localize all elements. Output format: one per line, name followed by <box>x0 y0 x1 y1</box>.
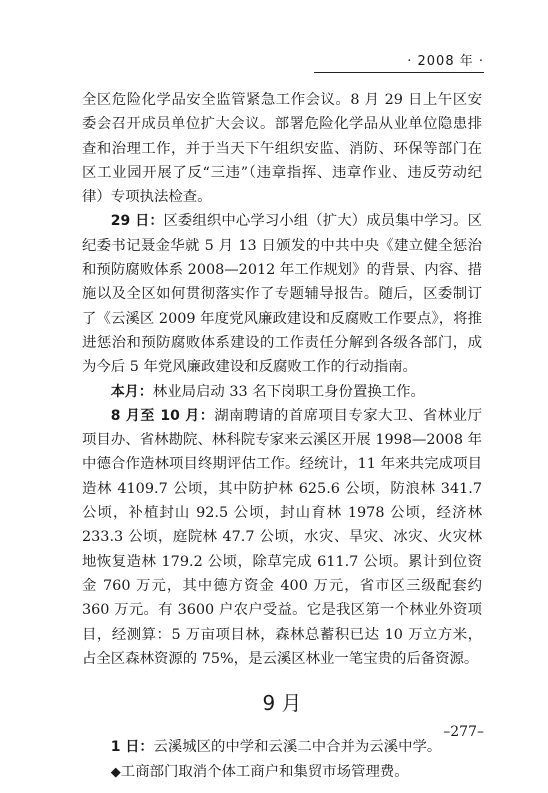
date-label: 1 日： <box>110 739 154 756</box>
paragraph-aug-oct <box>82 404 482 671</box>
date-label: 本月： <box>110 383 153 400</box>
page-body <box>82 88 482 785</box>
paragraph-fee-cancel <box>82 760 482 785</box>
paragraph-text: 林业局启动 33 名下岗职工身份置换工作。 <box>152 383 425 400</box>
diamond-bullet-icon: ◆ <box>110 764 121 780</box>
paragraph-text: 区委组织中心学习小组（扩大）成员集中学习。区纪委书记聂金华就 5 月 13 日颁发的中共中央《建立健全惩治和预防腐败体系 2008—2012 年工作规划》的背景、内容、措施以及全区如何贯彻落实作了专题辅导报告。随后，区委制订了《云溪区 2009 年度党风廉政建设和反腐败工作要点》，将推进惩治和预防腐败体系建设的工作责任分解到各级各部门，成为今后 5 年党风廉政建设和反腐败工作的行动指南。 <box>82 213 482 376</box>
paragraph-text: 湖南聘请的首席项目专家大卫、省林业厅项目办、省林勘院、林科院专家来云溪区开展 1998—2008 年中德合作造林项目终期评估工作。经统计，11 年来共完成项目造林 4109.7 公顷，其中防护林 625.6 公顷，防浪林 341.7 公顷，补植封山 92.5 公顷，封山育林 1978 公顷，经济林 233.3 公顷，庭院林 47.7 公顷，水灾、旱灾、冰灾、火灾林地恢复造林 179.2 公顷，除草完成 611.7 公顷。累计到位资金 760 万元，其中德方资金 400 万元，省市区三级配套约 360 万元。有 3600 户农户受益。它是我区第一个林业外资项目，经测算：5 万亩项目林，森林总蓄积已达 10 万立方米，占全区森林资源的 75%，是云溪区林业一笔宝贵的后备资源。 <box>82 407 482 667</box>
paragraph-sept-1st <box>82 735 482 759</box>
paragraph-this-month <box>82 380 482 404</box>
header-rule <box>314 72 484 73</box>
paragraph-text: 工商部门取消个体工商户和集贸市场管理费。 <box>120 763 409 780</box>
date-label: 29 日： <box>110 213 164 230</box>
paragraph-safety-meeting: 全区危险化学品安全监管紧急工作会议。8 月 29 日上午区安委会召开成员单位扩大会议。部署危险化学品从业单位隐患排查和治理工作，并于当天下午组织安监、消防、环保等部门在区工业园开展了反“三违”（违章指挥、违章作业、违反劳动纪律）专项执法检查。 <box>82 92 482 206</box>
date-label: 8 月至 10 月： <box>110 407 215 424</box>
page-number: –277– <box>443 724 484 740</box>
paragraph-29th <box>82 209 482 379</box>
paragraph-text: 云溪城区的中学和云溪二中合并为云溪中学。 <box>153 739 442 756</box>
running-header-year: · 2008 年 · <box>407 54 484 69</box>
month-heading: 9 月 <box>262 691 302 716</box>
